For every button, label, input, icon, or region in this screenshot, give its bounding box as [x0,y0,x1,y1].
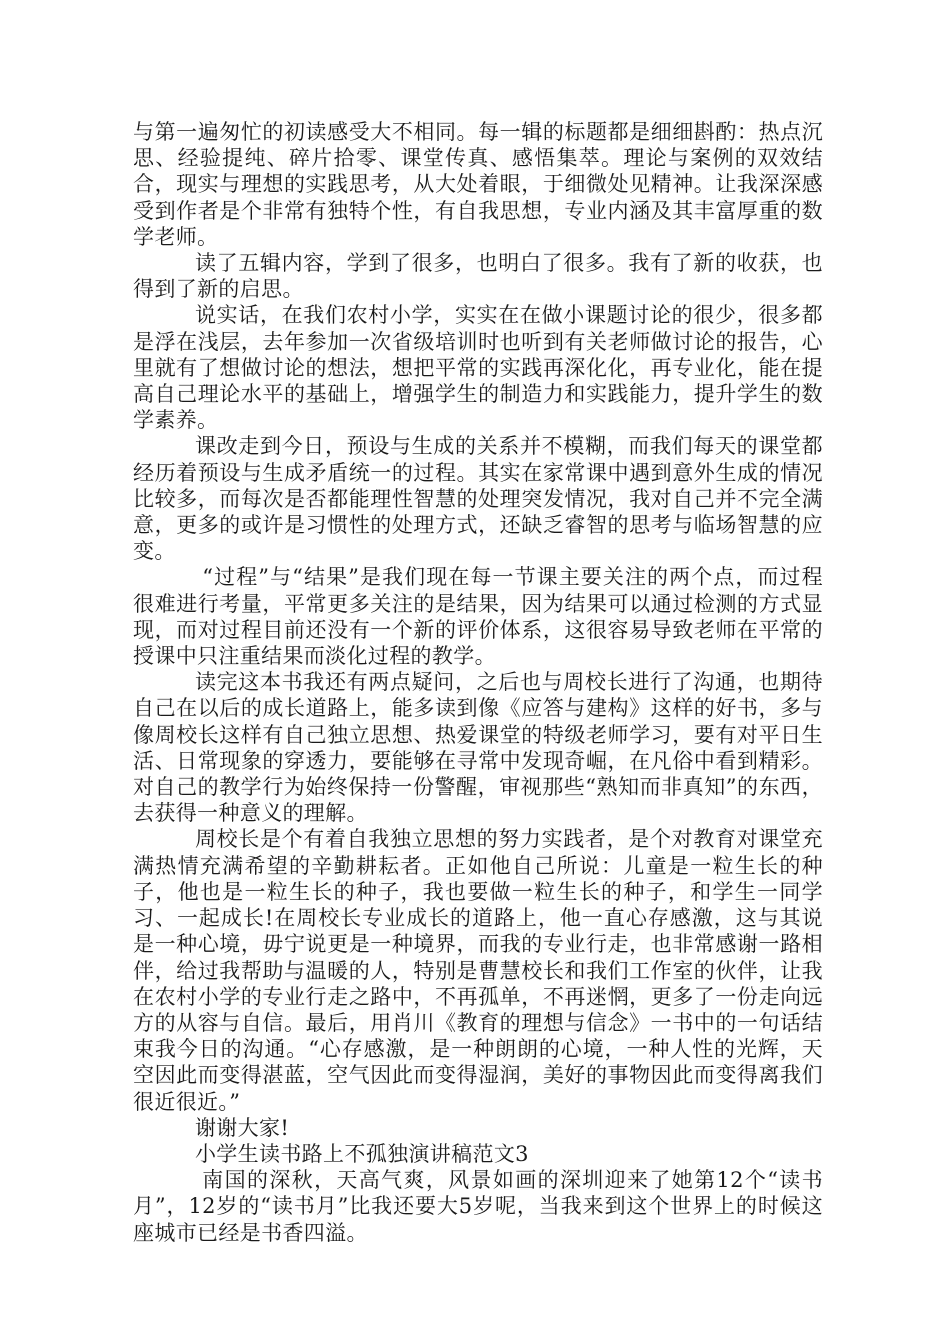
paragraph-5: “过程”与“结果”是我们现在每一节课主要关注的两个点，而过程很难进行考量，平常更多关注的是结果，因为结果可以通过检测的方式显现，而对过程目前还没有一个新的评价体系，这很容易导致老师在平常的授课中只注重结果而淡化过程的教学。 [133,565,823,669]
paragraph-3: 说实话，在我们农村小学，实实在在做小课题讨论的很少，很多都是浮在浅层，去年参加一次省级培训时也听到有关老师做讨论的报告，心里就有了想做讨论的想法，想把平常的实践再深化化，再专业化，能在提高自己理论水平的基础上，增强学生的制造力和实践能力，提升学生的数学素养。 [133,303,823,433]
paragraph-4: 课改走到今日，预设与生成的关系并不模糊，而我们每天的课堂都经历着预设与生成矛盾统一的过程。其实在家常课中遇到意外生成的情况比较多，而每次是否都能理性智慧的处理突发情况，我对自己并不完全满意，更多的或许是习惯性的处理方式，还缺乏睿智的思考与临场智慧的应变。 [133,434,823,564]
paragraph-2: 读了五辑内容，学到了很多，也明白了很多。我有了新的收获，也得到了新的启思。 [133,251,823,302]
paragraph-6: 读完这本书我还有两点疑问，之后也与周校长进行了沟通，也期待自己在以后的成长道路上，能多读到像《应答与建构》这样的好书，多与像周校长这样有自己独立思想、热爱课堂的特级老师学习，要有对平日生活、日常现象的穿透力，要能够在寻常中发现奇崛，在凡俗中看到精彩。对自己的教学行为始终保持一份警醒，审视那些“熟知而非真知”的东西，去获得一种意义的理解。 [133,670,823,826]
paragraph-1: 与第一遍匆忙的初读感受大不相同。每一辑的标题都是细细斟酌：热点沉思、经验提纯、碎片拾零、课堂传真、感悟集萃。理论与案例的双效结合，现实与理想的实践思考，从大处着眼，于细微处见精神。让我深深感受到作者是个非常有独特个性，有自我思想，专业内涵及其丰富厚重的数学老师。 [133,120,823,249]
paragraph-10: 南国的深秋，天高气爽，风景如画的深圳迎来了她第12个“读书月”，12岁的“读书月”比我还要大5岁呢，当我来到这个世界上的时候这座城市已经是书香四溢。 [133,1168,823,1245]
document-body [133,119,823,1246]
section-title: 小学生读书路上不孤独演讲稿范文3 [194,1141,529,1166]
paragraph-7: 周校长是个有着自我独立思想的努力实践者，是个对教育对课堂充满热情充满希望的辛勤耕耘者。正如他自己所说：儿童是一粒生长的种子，他也是一粒生长的种子，我也要做一粒生长的种子，和学生一同学习、一起成长!在周校长专业成长的道路上，他一直心存感激，这与其说是一种心境，毋宁说更是一种境界，而我的专业行走，也非常感谢一路相伴，给过我帮助与温暖的人，特别是曹慧校长和我们工作室的伙伴，让我在农村小学的专业行走之路中，不再孤单，不再迷惘，更多了一份走向远方的从容与自信。最后，用肖川《教育的理想与信念》一书中的一句话结束我今日的沟通。“心存感激，是一种朗朗的心境，一种人性的光辉，天空因此而变得湛蓝，空气因此而变得湿润，美好的事物因此而变得离我们很近很近。” [133,827,823,1114]
paragraph-8: 谢谢大家! [194,1115,290,1140]
